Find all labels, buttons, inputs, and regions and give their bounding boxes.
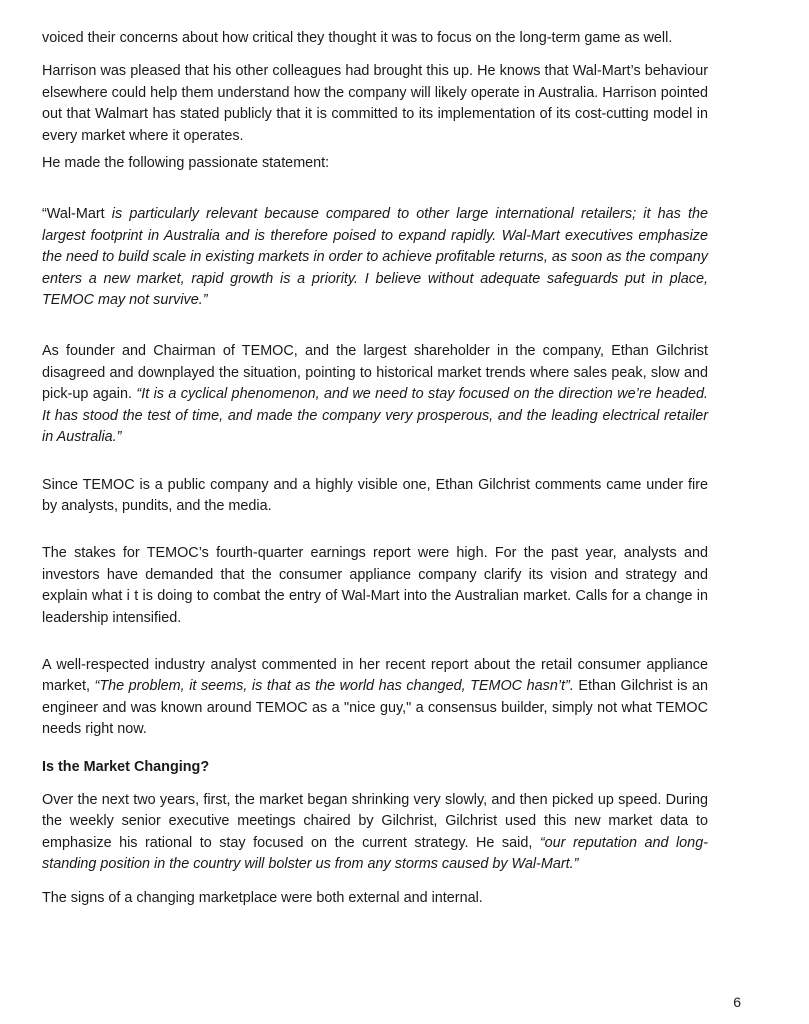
- quote-gilchrist-storms: “our reputation and long-standing position in the country will bolster us from any storms caused by Wal-Mart.”: [42, 834, 708, 873]
- paragraph-market-text: Over the next two years, first, the market began shrinking very slowly, and then picked up speed. During the weekly senior executive meetings chaired by Gilchrist, Gilchrist used this new market data to emphasize his rational to stay focused on the current strategy. He said,: [42, 791, 708, 851]
- quote-harrison: [42, 204, 708, 311]
- quote-harrison-open: “Wal-Mart: [42, 206, 112, 223]
- paragraph-harrison: Harrison was pleased that his other colleagues had brought this up. He knows that Wal-Mart’s behaviour elsewhere could help them understand how the company will likely operate in Australia. Harrison pointed out that Walmart has stated publicly that it is committed to its implementation of its cost-cutting model in every market where it operates.: [42, 63, 708, 144]
- paragraph-signs: The signs of a changing marketplace were both external and internal.: [42, 889, 483, 906]
- quote-gilchrist: “It is a cyclical phenomenon, and we need to stay focused on the direction we’re headed. It has stood the test of time, and made the company very prosperous, and the leading electrical retailer in Australia.”: [42, 386, 708, 446]
- page-number: 6: [733, 994, 741, 1010]
- paragraph-continuation: voiced their concerns about how critical they thought it was to focus on the long-term game as well.: [42, 30, 673, 46]
- paragraph-gilchrist-text: As founder and Chairman of TEMOC, and the largest shareholder in the company, Ethan Gilchrist disagreed and downplayed the situation, pointing to historical market trends where sales peak, slow and pick-up again.: [42, 343, 708, 403]
- paragraph-gilchrist: [42, 341, 708, 448]
- quote-analyst: “The problem, it seems, is that as the world has changed, TEMOC hasn’t”.: [94, 678, 574, 695]
- paragraph-market: [42, 790, 708, 876]
- quote-harrison-text: is particularly relevant because compared to other large international retailers; it has the largest footprint in Australia and is therefore poised to expand rapidly. Wal-Mart executives emphasize the need to build scale in existing markets in order to achieve profitable returns, as soon as the company enters a new market, rapid growth is a priority. I believe without adequate safeguards put in place, TEMOC may not survive.”: [42, 206, 708, 309]
- paragraph-stakes: The stakes for TEMOC’s fourth-quarter earnings report were high. For the past year, analysts and investors have demanded that the consumer appliance company clarify its vision and strategy and explain what i t is doing to combat the entry of Wal-Mart into the Australian market. Calls for a change in leadership intensified.: [42, 545, 708, 626]
- paragraph-statement-intro: He made the following passionate statement:: [42, 155, 330, 172]
- paragraph-analyst-text-a: A well-respected industry analyst commented in her recent report about the retail consumer appliance market,: [42, 656, 708, 695]
- paragraph-analyst-text-b: Ethan Gilchrist is an engineer and was known around TEMOC as a "nice guy," a consensus builder, simply not what TEMOC needs right now.: [42, 678, 708, 738]
- section-heading: Is the Market Changing?: [42, 758, 210, 775]
- document-page: [42, 28, 708, 909]
- paragraph-public-company: Since TEMOC is a public company and a highly visible one, Ethan Gilchrist comments came under fire by analysts, pundits, and the media.: [42, 476, 708, 514]
- paragraph-analyst: [42, 655, 708, 741]
